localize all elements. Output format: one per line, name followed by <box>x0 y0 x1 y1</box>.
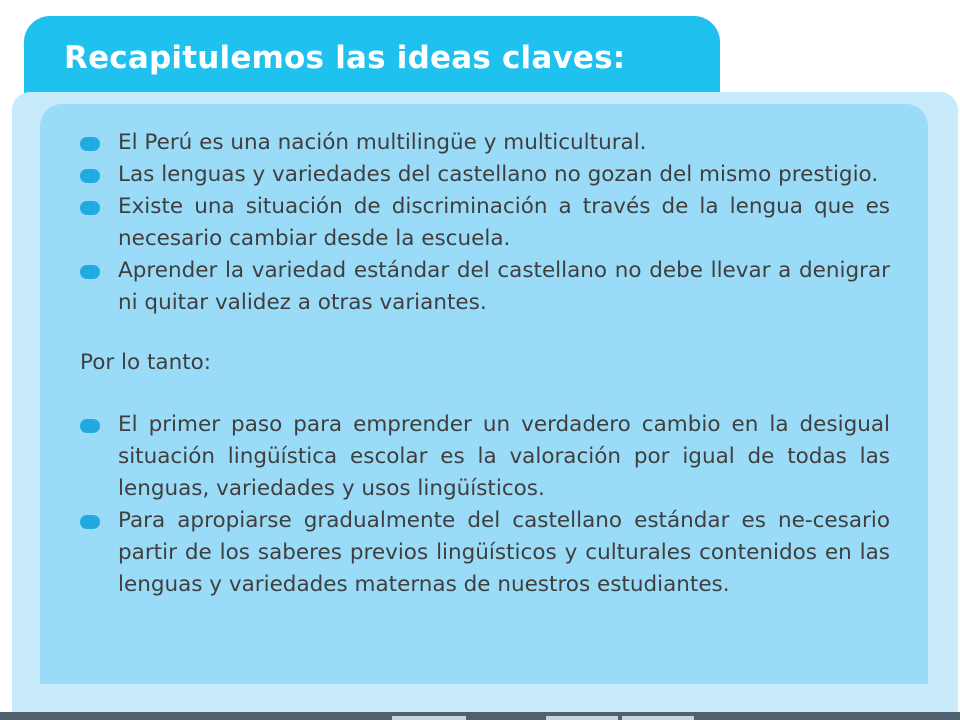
list-item-text: El primer paso para emprender un verdadero cambio en la desigual situación lingüística escolar es la valoración por igual de todas las lenguas, variedades y usos lingüísticos. <box>118 412 890 501</box>
list-item <box>78 191 890 255</box>
taskbar-tab[interactable] <box>546 716 618 720</box>
list-item-text: Para apropiarse gradualmente del castellano estándar es ne-cesario partir de los saberes previos lingüísticos y culturales contenidos en las lenguas y variedades maternas de nuestros estudiantes. <box>118 508 890 597</box>
bullet-icon <box>80 515 100 529</box>
list-item-text: El Perú es una nación multilingüe y multicultural. <box>118 130 647 155</box>
list-item <box>78 409 890 505</box>
list-item-text: Las lenguas y variedades del castellano no gozan del mismo prestigio. <box>118 162 879 187</box>
list-item <box>78 505 890 601</box>
page-title: Recapitulemos las ideas claves: <box>64 40 626 76</box>
content-area <box>78 127 890 601</box>
conclusion-list <box>78 409 890 601</box>
taskbar-tab[interactable] <box>622 716 694 720</box>
bullet-icon <box>80 419 100 433</box>
list-item <box>78 127 890 159</box>
bullet-icon <box>80 169 100 183</box>
list-item <box>78 255 890 319</box>
bullet-icon <box>80 137 100 151</box>
bottom-bar <box>0 712 960 720</box>
key-ideas-list <box>78 127 890 319</box>
bullet-icon <box>80 201 100 215</box>
list-item <box>78 159 890 191</box>
list-item-text: Aprender la variedad estándar del castellano no debe llevar a denigrar ni quitar validez a otras variantes. <box>118 258 890 315</box>
list-item-text: Existe una situación de discriminación a través de la lengua que es necesario cambiar desde la escuela. <box>118 194 890 251</box>
taskbar-tab[interactable] <box>392 716 466 720</box>
section-label: Por lo tanto: <box>80 350 212 375</box>
bullet-icon <box>80 265 100 279</box>
